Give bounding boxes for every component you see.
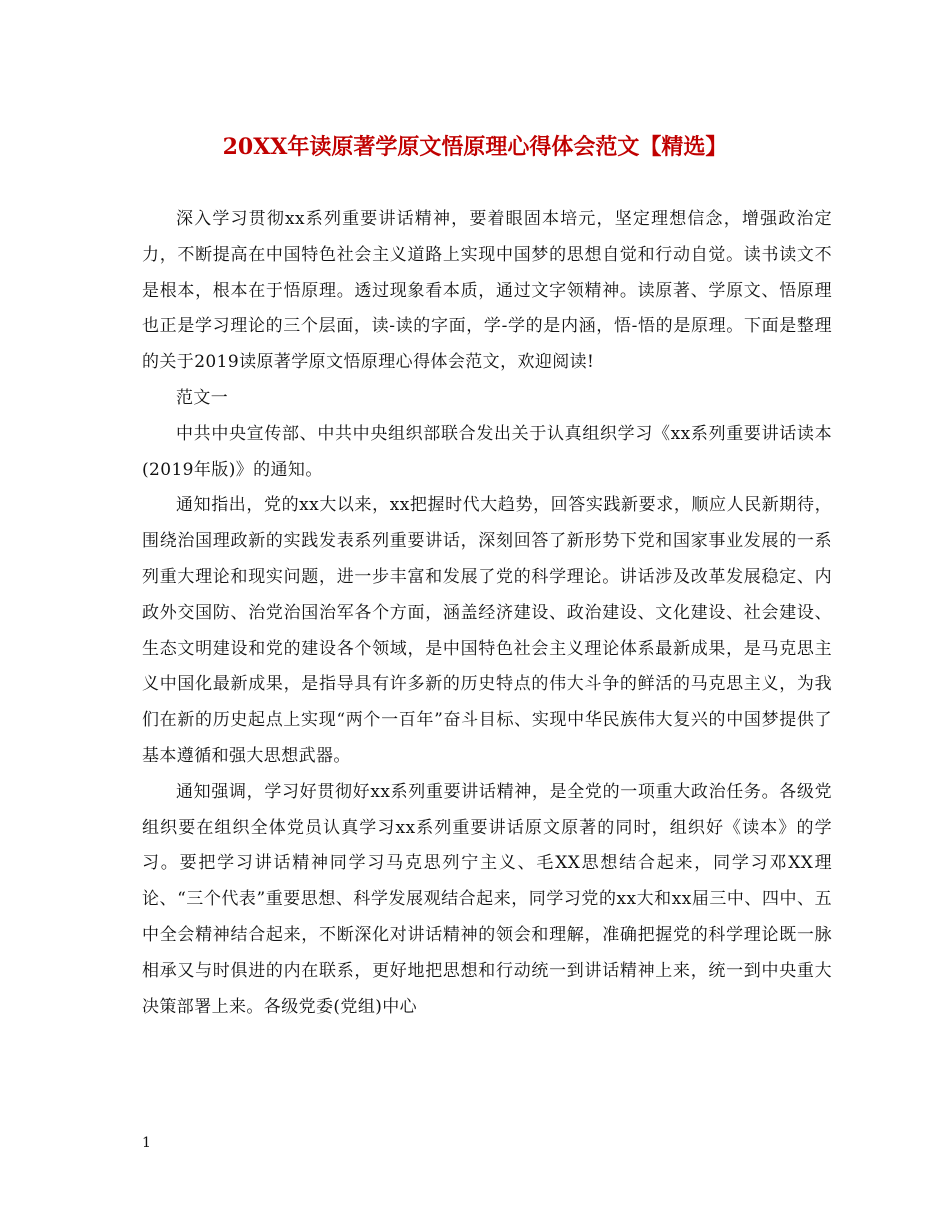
paragraph-intro: 深入学习贯彻xx系列重要讲话精神，要着眼固本培元，坚定理想信念，增强政治定力，不断提高在中国特色社会主义道路上实现中国梦的思想自觉和行动自觉。读书读文不是根本，根本在于悟原理。透过现象看本质，通过文字领精神。读原著、学原文、悟原理也正是学习理论的三个层面，读-读的字面，学-学的是内涵，悟-悟的是原理。下面是整理的关于2019读原著学原文悟原理心得体会范文，欢迎阅读! (142, 209, 832, 373)
paragraph-notice: 中共中央宣传部、中共中央组织部联合发出关于认真组织学习《xx系列重要讲话读本(2019年版)》的通知。 (142, 423, 832, 480)
paragraph-notice-emphasis: 通知强调，学习好贯彻好xx系列重要讲话精神，是全党的一项重大政治任务。各级党组织要在组织全体党员认真学习xx系列重要讲话原文原著的同时，组织好《读本》的学习。要把学习讲话精神同学习马克思列宁主义、毛XX思想结合起来，同学习邓XX理论、“三个代表”重要思想、科学发展观结合起来，同学习党的xx大和xx届三中、四中、五中全会精神结合起来，不断深化对讲话精神的领会和理解，准确把握党的科学理论既一脉相承又与时俱进的内在联系，更好地把思想和行动统一到讲话精神上来，统一到中央重大决策部署上来。各级党委(党组)中心 (142, 781, 832, 1017)
document-body (142, 202, 832, 1025)
document-title: 20XX年读原著学原文悟原理心得体会范文【精选】 (222, 134, 728, 160)
page-number: 1 (142, 1135, 151, 1151)
section-heading: 范文一 (176, 387, 229, 408)
paragraph-notice-points: 通知指出，党的xx大以来，xx把握时代大趋势，回答实践新要求，顺应人民新期待，围绕治国理政新的实践发表系列重要讲话，深刻回答了新形势下党和国家事业发展的一系列重大理论和现实问题，进一步丰富和发展了党的科学理论。讲话涉及改革发展稳定、内政外交国防、治党治国治军各个方面，涵盖经济建设、政治建设、文化建设、社会建设、生态文明建设和党的建设各个领域，是中国特色社会主义理论体系最新成果，是马克思主义中国化最新成果，是指导具有许多新的历史特点的伟大斗争的鲜活的马克思主义，为我们在新的历史起点上实现“两个一百年”奋斗目标、实现中华民族伟大复兴的中国梦提供了基本遵循和强大思想武器。 (142, 495, 832, 766)
